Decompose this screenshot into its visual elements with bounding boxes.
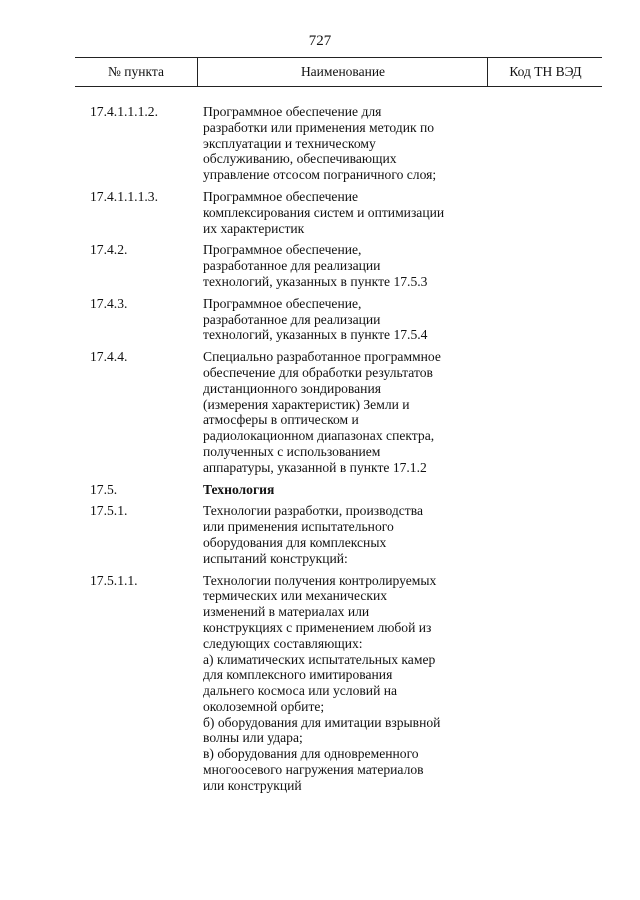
- header-item-number: № пункта: [108, 64, 164, 79]
- table-row: [90, 349, 610, 475]
- item-name-line: технологий, указанных в пункте 17.5.3: [203, 273, 428, 289]
- table-row: [90, 573, 610, 794]
- header-name: Наименование: [197, 58, 488, 86]
- table-row: [90, 503, 610, 566]
- item-name-line: обслуживанию, обеспечивающих: [203, 151, 397, 167]
- item-name-line: околоземной орбите;: [203, 698, 325, 714]
- item-number: 17.4.1.1.1.3.: [90, 188, 158, 204]
- item-name-line: а) климатических испытательных камер: [203, 651, 436, 667]
- item-name-line: Программное обеспечение для: [203, 104, 382, 119]
- item-name-line: Программное обеспечение,: [203, 242, 362, 258]
- item-name-line: разработки или применения методик по: [203, 119, 435, 135]
- table-row: [90, 189, 610, 236]
- item-name-line: или применения испытательного: [203, 519, 394, 535]
- item-name: [203, 242, 458, 289]
- item-name-line: Технология: [203, 481, 275, 497]
- item-name-line: технологий, указанных в пункте 17.5.4: [203, 327, 428, 343]
- item-name-line: для комплексного имитирования: [203, 667, 393, 683]
- item-name-line: в) оборудования для одновременного: [203, 746, 419, 762]
- item-name-line: (измерения характеристик) Земли и: [203, 396, 410, 412]
- item-name-line: разработанное для реализации: [203, 311, 381, 327]
- item-name-line: обеспечение для обработки результатов: [203, 364, 433, 380]
- item-name: [203, 104, 458, 183]
- item-name-line: или конструкций: [203, 777, 302, 793]
- item-name-line: полученных с использованием: [203, 443, 381, 459]
- item-name-line: атмосферы в оптическом и: [203, 412, 359, 428]
- item-name-line: эксплуатации и техническому: [203, 135, 376, 151]
- item-number: 17.5.1.1.: [90, 572, 138, 588]
- item-number: 17.4.3.: [90, 295, 128, 311]
- item-name: [203, 349, 458, 475]
- item-name-line: изменений в материалах или: [203, 604, 370, 620]
- item-name-line: Специально разработанное программное: [203, 349, 441, 365]
- item-name-line: следующих составляющих:: [203, 635, 363, 651]
- header-code: Код ТН ВЭД: [487, 58, 603, 86]
- item-name-line: Технологии разработки, производства: [203, 503, 424, 519]
- item-name: [203, 573, 458, 794]
- section-heading: [203, 482, 458, 498]
- item-name-line: радиолокационном диапазонах спектра,: [203, 428, 435, 444]
- item-name: [203, 189, 458, 236]
- item-number: 17.4.4.: [90, 349, 128, 365]
- item-name-line: оборудования для комплексных: [203, 534, 387, 550]
- item-name-line: их характеристик: [203, 220, 305, 236]
- item-name-line: комплексирования систем и оптимизации: [203, 204, 445, 220]
- item-name-line: аппаратуры, указанной в пункте 17.1.2: [203, 459, 427, 475]
- item-name: [203, 296, 458, 343]
- item-number: 17.4.2.: [90, 242, 128, 258]
- item-name-line: дальнего космоса или условий на: [203, 683, 398, 699]
- item-name-line: Технологии получения контролируемых: [203, 572, 437, 588]
- table-row: [90, 296, 610, 343]
- item-name-line: Программное обеспечение: [203, 188, 359, 204]
- item-name-line: многоосевого нагружения материалов: [203, 762, 424, 778]
- table-row-heading: [90, 482, 610, 498]
- item-name-line: волны или удара;: [203, 730, 303, 746]
- item-name-line: Программное обеспечение,: [203, 295, 362, 311]
- item-name-line: б) оборудования для имитации взрывной: [203, 714, 441, 730]
- table-header: [75, 57, 602, 87]
- item-name-line: испытаний конструкций:: [203, 550, 348, 566]
- item-number: 17.5.1.: [90, 503, 128, 519]
- item-name-line: управление отсосом пограничного слоя;: [203, 167, 437, 183]
- item-number: 17.4.1.1.1.2.: [90, 104, 158, 119]
- table-row: [90, 242, 610, 289]
- table-row: [90, 104, 610, 183]
- item-name-line: конструкциях с применением любой из: [203, 619, 432, 635]
- item-name-line: термических или механических: [203, 588, 388, 604]
- item-name-line: разработанное для реализации: [203, 258, 381, 274]
- table-body: [90, 104, 610, 800]
- item-number: 17.5.: [90, 481, 118, 497]
- item-name: [203, 503, 458, 566]
- page-number: 727: [308, 33, 332, 49]
- item-name-line: дистанционного зондирования: [203, 380, 381, 396]
